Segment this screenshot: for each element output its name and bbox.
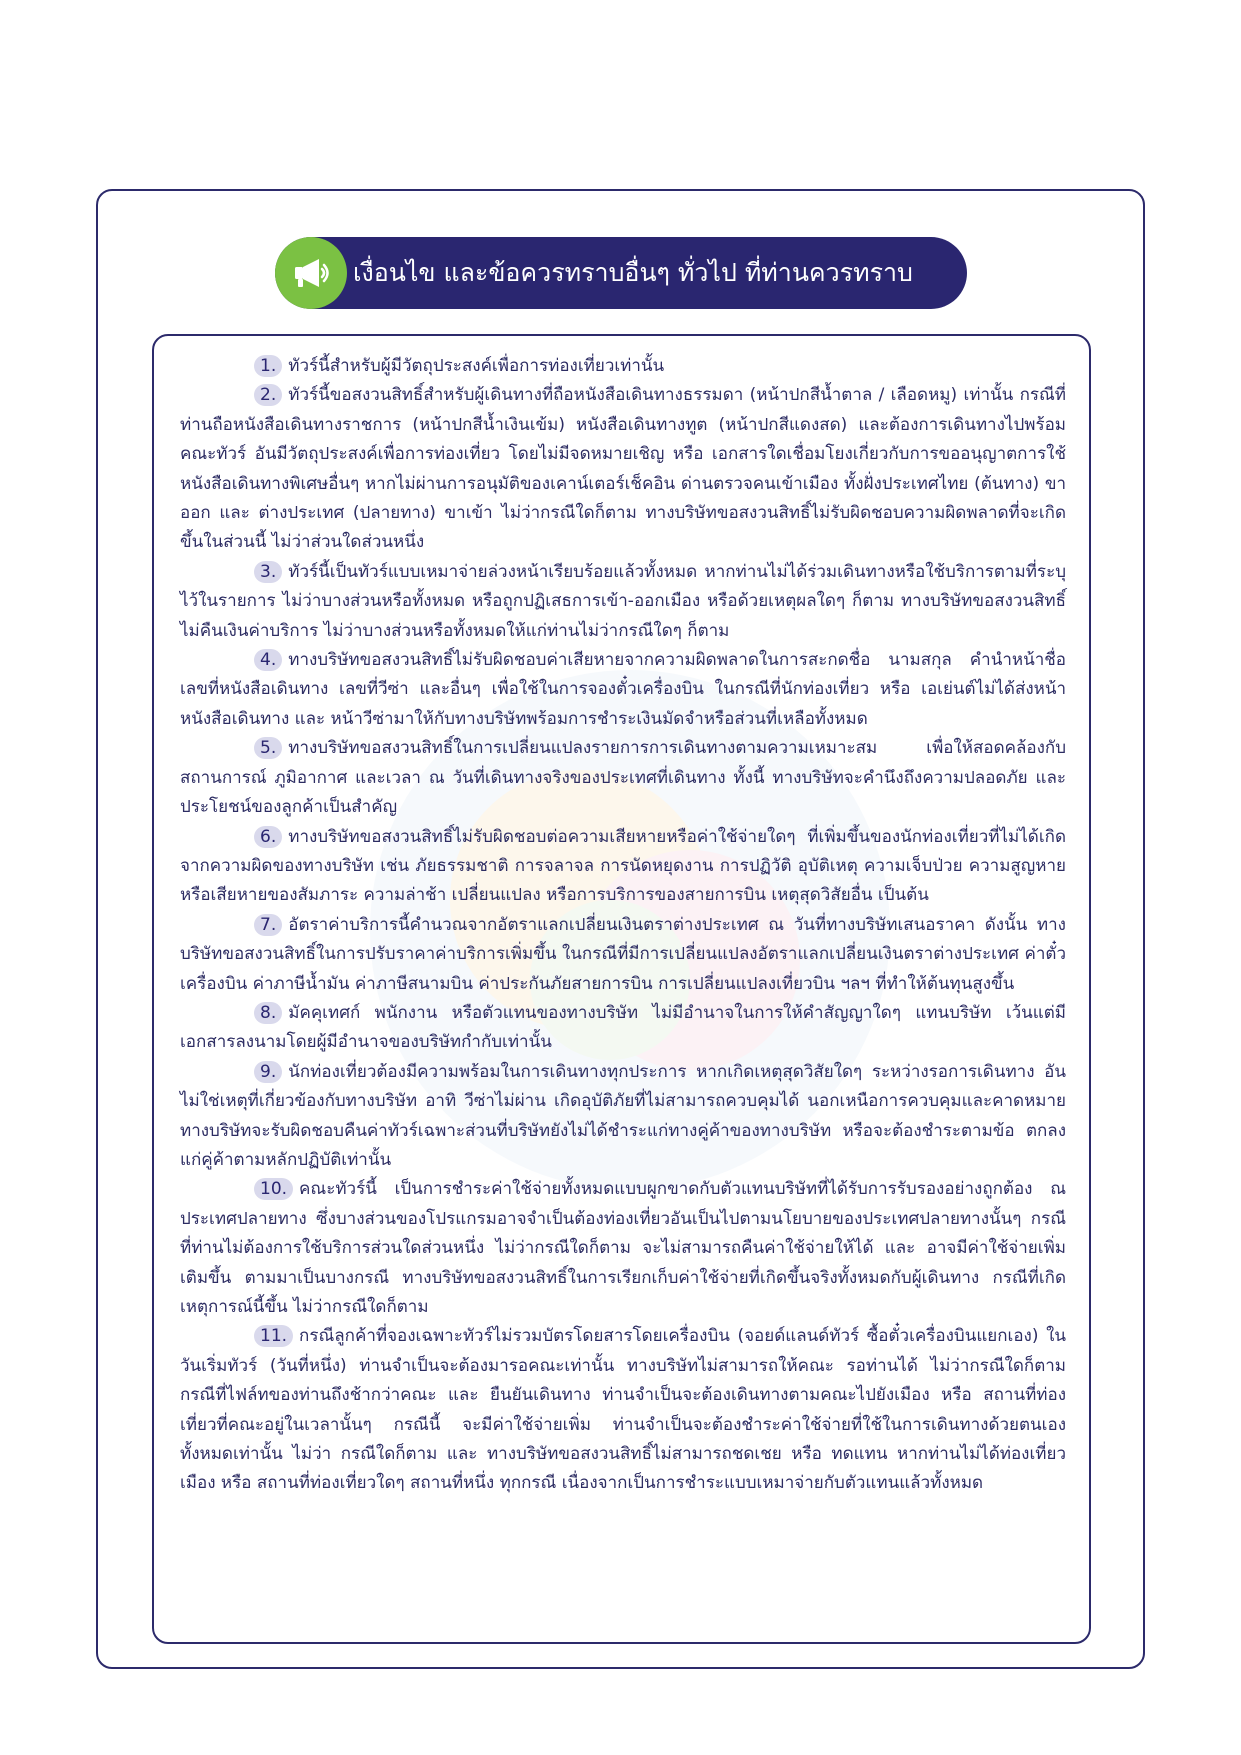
term-text: ทางบริษัทขอสงวนสิทธิ์ไม่รับผิดชอบต่อความเสียหายหรือค่าใช้จ่ายใดๆ ที่เพิ่มขึ้นของนักท่องเที่ยวที่ไม่ได้เกิดจากความผิดของทางบริษัท เช่น ภัยธรรมชาติ การจลาจล การนัดหยุดงาน การปฏิวัติ อุบัติเหตุ ความเจ็บป่วย ความสูญหายหรือเสียหายของสัมภาระ ความล่าช้า เปลี่ยนแปลง หรือการบริการของสายการบิน เหตุสุดวิสัยอื่น เป็นต้น <box>180 826 1066 906</box>
term-item <box>180 734 1066 822</box>
term-text: ทางบริษัทขอสงวนสิทธิ์ในการเปลี่ยนแปลงรายการการเดินทางตามความเหมาะสม เพื่อให้สอดคล้องกับ สถานการณ์ ภูมิอากาศ และเวลา ณ วันที่เดินทางจริงของประเทศที่เดินทาง ทั้งนี้ ทางบริษัทจะคำนึงถึงความปลอดภัย และ ประโยชน์ของลูกค้าเป็นสำคัญ <box>180 738 1066 818</box>
term-number: 1. <box>254 355 282 377</box>
term-text: ทัวร์นี้สำหรับผู้มีวัตถุประสงค์เพื่อการท่องเที่ยวเท่านั้น <box>288 356 665 376</box>
term-number: 9. <box>254 1061 282 1083</box>
term-item <box>180 911 1066 999</box>
term-item <box>180 1175 1066 1322</box>
title-banner <box>275 237 967 309</box>
term-item <box>180 352 1066 381</box>
term-number: 11. <box>254 1325 293 1347</box>
term-item <box>180 646 1066 734</box>
term-item <box>180 999 1066 1058</box>
term-number: 3. <box>254 561 282 583</box>
term-text: ทางบริษัทขอสงวนสิทธิ์ไม่รับผิดชอบค่าเสียหายจากความผิดพลาดในการสะกดชื่อ นามสกุล คำนำหน้าชื่อ เลขที่หนังสือเดินทาง เลขที่วีซ่า และอื่นๆ เพื่อใช้ในการจองตั๋วเครื่องบิน ในกรณีที่นักท่องเที่ยว หรือ เอเย่นต์ไม่ได้ส่งหน้าหนังสือเดินทาง และ หน้าวีซ่ามาให้กับทางบริษัทพร้อมการชำระเงินมัดจำหรือส่วนที่เหลือทั้งหมด <box>180 650 1066 729</box>
term-text: อัตราค่าบริการนี้คำนวณจากอัตราแลกเปลี่ยนเงินตราต่างประเทศ ณ วันที่ทางบริษัทเสนอราคา ดังนั้น ทางบริษัทขอสงวนสิทธิ์ในการปรับราคาค่าบริการเพิ่มขึ้น ในกรณีที่มีการเปลี่ยนแปลงอัตราแลกเปลี่ยนเงินตราต่างประเทศ ค่าตั๋ว เครื่องบิน ค่าภาษีน้ำมัน ค่าภาษีสนามบิน ค่าประกันภัยสายการบิน การเปลี่ยนแปลงเที่ยวบิน ฯลฯ ที่ทำให้ต้นทุนสูงขึ้น <box>180 914 1066 994</box>
page-title: เงื่อนไข และข้อควรทราบอื่นๆ ทั่วไป ที่ท่านควรทราบ <box>353 258 913 287</box>
term-number: 6. <box>254 826 282 848</box>
term-number: 7. <box>254 914 282 936</box>
term-item <box>180 823 1066 911</box>
term-item <box>180 1322 1066 1498</box>
term-text: คณะทัวร์นี้ เป็นการชำระค่าใช้จ่ายทั้งหมดแบบผูกขาดกับตัวแทนบริษัทที่ได้รับการรับรองอย่างถูกต้อง ณ ประเทศปลายทาง ซึ่งบางส่วนของโปรแกรมอาจจำเป็นต้องท่องเที่ยวอันเป็นไปตามนโยบายของประเทศปลายทางนั้นๆ กรณีที่ท่านไม่ต้องการใช้บริการส่วนใดส่วนหนึ่ง ไม่ว่ากรณีใดก็ตาม จะไม่สามารถคืนค่าใช้จ่ายให้ได้ และ อาจมีค่าใช้จ่ายเพิ่มเติมขึ้น ตามมาเป็นบางกรณี ทางบริษัทขอสงวนสิทธิ์ในการเรียกเก็บค่าใช้จ่ายที่เกิดขึ้นจริงทั้งหมดกับผู้เดินทาง กรณีที่เกิดเหตุการณ์นี้ขึ้น ไม่ว่ากรณีใดก็ตาม <box>180 1179 1066 1317</box>
term-number: 8. <box>254 1002 282 1024</box>
term-text: นักท่องเที่ยวต้องมีความพร้อมในการเดินทางทุกประการ หากเกิดเหตุสุดวิสัยใดๆ ระหว่างรอการเดินทาง อันไม่ใช่เหตุที่เกี่ยวข้องกับทางบริษัท อาทิ วีซ่าไม่ผ่าน เกิดอุบัติภัยที่ไม่สามารถควบคุมได้ นอกเหนือการควบคุมและคาดหมาย ทางบริษัทจะรับผิดชอบคืนค่าทัวร์เฉพาะส่วนที่บริษัทยังไม่ได้ชำระแก่ทางคู่ค้าของทางบริษัท หรือจะต้องชำระตามข้อ ตกลงแก่คู่ค้าตามหลักปฏิบัติเท่านั้น <box>180 1061 1066 1170</box>
terms-list <box>180 352 1066 1499</box>
term-text: มัคคุเทศก์ พนักงาน หรือตัวแทนของทางบริษัท ไม่มีอำนาจในการให้คำสัญญาใดๆ แทนบริษัท เว้นแต่มีเอกสารลงนามโดยผู้มีอำนาจของบริษัทกำกับเท่านั้น <box>180 1002 1066 1053</box>
megaphone-icon <box>275 237 347 309</box>
term-item <box>180 381 1066 557</box>
term-item <box>180 1058 1066 1176</box>
term-number: 5. <box>254 737 282 759</box>
term-text: กรณีลูกค้าที่จองเฉพาะทัวร์ไม่รวมบัตรโดยสารโดยเครื่องบิน (จอยด์แลนด์ทัวร์ ซื้อตั๋วเครื่องบินแยกเอง) ในวันเริ่มทัวร์ (วันที่หนึ่ง) ท่านจำเป็นจะต้องมารอคณะเท่านั้น ทางบริษัทไม่สามารถให้คณะ รอท่านได้ ไม่ว่ากรณีใดก็ตาม กรณีที่ไฟล์ทของท่านถึงช้ากว่าคณะ และ ยืนยันเดินทาง ท่านจำเป็นจะต้องเดินทางตามคณะไปยังเมือง หรือ สถานที่ท่องเที่ยวที่คณะอยู่ในเวลานั้นๆ กรณีนี้ จะมีค่าใช้จ่ายเพิ่ม ท่านจำเป็นจะต้องชำระค่าใช้จ่ายที่ใช้ในการเดินทางด้วยตนเองทั้งหมดเท่านั้น ไม่ว่า กรณีใดก็ตาม และ ทางบริษัทขอสงวนสิทธิ์ไม่สามารถชดเชย หรือ ทดแทน หากท่านไม่ได้ท่องเที่ยวเมือง หรือ สถานที่ท่องเที่ยวใดๆ สถานที่หนึ่ง ทุกกรณี เนื่องจากเป็นการชำระแบบเหมาจ่ายกับตัวแทนแล้วทั้งหมด <box>180 1326 1066 1494</box>
term-item <box>180 558 1066 646</box>
term-text: ทัวร์นี้เป็นทัวร์แบบเหมาจ่ายล่วงหน้าเรียบร้อยแล้วทั้งหมด หากท่านไม่ได้ร่วมเดินทางหรือใช้บริการตามที่ระบุไว้ในรายการ ไม่ว่าบางส่วนหรือทั้งหมด หรือถูกปฏิเสธการเข้า-ออกเมือง หรือด้วยเหตุผลใดๆ ก็ตาม ทางบริษัทขอสงวนสิทธิ์ไม่คืนเงินค่าบริการ ไม่ว่าบางส่วนหรือทั้งหมดให้แก่ท่านไม่ว่ากรณีใดๆ ก็ตาม <box>180 561 1066 641</box>
term-text: ทัวร์นี้ขอสงวนสิทธิ์สำหรับผู้เดินทางที่ถือหนังสือเดินทางธรรมดา (หน้าปกสีน้ำตาล / เลือดหมู) เท่านั้น กรณีที่ท่านถือหนังสือเดินทางราชการ (หน้าปกสีน้ำเงินเข้ม) หนังสือเดินทางทูต (หน้าปกสีแดงสด) และต้องการเดินทางไปพร้อมคณะทัวร์ อันมีวัตถุประสงค์เพื่อการท่องเที่ยว โดยไม่มีจดหมายเชิญ หรือ เอกสารใดเชื่อมโยงเกี่ยวกับการขออนุญาตการใช้หนังสือเดินทางพิเศษอื่นๆ หากไม่ผ่านการอนุมัติของเคาน์เตอร์เช็คอิน ด่านตรวจคนเข้าเมือง ทั้งฝั่งประเทศไทย (ต้นทาง) ขาออก และ ต่างประเทศ (ปลายทาง) ขาเข้า ไม่ว่ากรณีใดก็ตาม ทางบริษัทขอสงวนสิทธิ์ไม่รับผิดชอบความผิดพลาดที่จะเกิดขึ้นในส่วนนี้ ไม่ว่าส่วนใดส่วนหนึ่ง <box>180 385 1066 553</box>
term-number: 2. <box>254 384 282 406</box>
term-number: 10. <box>254 1178 293 1200</box>
term-number: 4. <box>254 649 282 671</box>
